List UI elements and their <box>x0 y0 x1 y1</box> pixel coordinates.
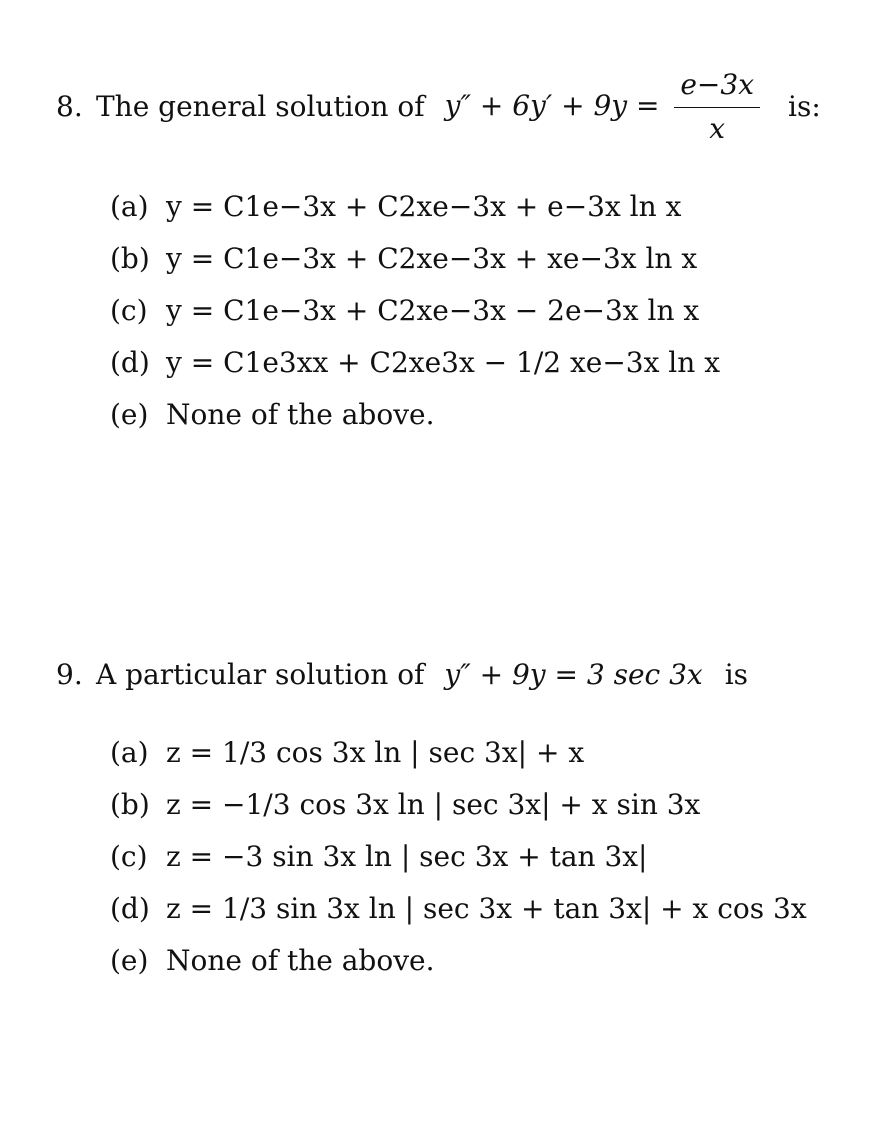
option-expression: y = C1e−3x + C2xe−3x − 2e−3x ln x <box>166 293 700 327</box>
option-a[interactable] <box>110 180 720 232</box>
option-label: (a) <box>110 735 149 769</box>
option-label: (b) <box>110 241 150 275</box>
equation-rhs-fraction <box>674 70 760 145</box>
fraction-numerator: e−3x <box>680 68 754 101</box>
option-label: (d) <box>110 891 150 925</box>
option-expression: z = −3 sin 3x ln | sec 3x + tan 3x| <box>166 839 648 873</box>
option-expression: z = −1/3 cos 3x ln | sec 3x| + x sin 3x <box>166 787 701 821</box>
option-d[interactable] <box>110 336 720 388</box>
answer-options <box>110 180 720 440</box>
problem-statement: A particular solution of <box>96 658 425 691</box>
option-label: (d) <box>110 345 150 379</box>
option-text: None of the above. <box>166 943 435 977</box>
option-text: None of the above. <box>166 397 435 431</box>
option-expression: y = C1e−3x + C2xe−3x + xe−3x ln x <box>166 241 698 275</box>
option-expression: z = 1/3 sin 3x ln | sec 3x + tan 3x| + x cos 3x <box>166 891 807 925</box>
differential-equation: y″ + 9y = 3 sec 3x <box>444 658 703 691</box>
problem-8 <box>56 68 830 431</box>
problem-8-stem <box>56 70 830 145</box>
option-b[interactable] <box>110 778 807 830</box>
option-label: (b) <box>110 787 150 821</box>
problem-number: 9. <box>56 658 83 691</box>
problem-number: 8. <box>56 89 83 123</box>
fraction-denominator: x <box>709 111 726 145</box>
option-label: (e) <box>110 397 149 431</box>
problem-tail: is: <box>788 89 821 123</box>
option-e[interactable] <box>110 934 807 986</box>
option-label: (a) <box>110 189 149 223</box>
option-expression: y = C1e−3x + C2xe−3x + e−3x ln x <box>166 189 682 223</box>
differential-equation <box>445 70 766 145</box>
problem-9-stem <box>56 660 830 691</box>
option-a[interactable] <box>110 726 807 778</box>
option-expression: z = 1/3 cos 3x ln | sec 3x| + x <box>166 735 585 769</box>
option-label: (c) <box>110 293 148 327</box>
option-c[interactable] <box>110 830 807 882</box>
option-c[interactable] <box>110 284 720 336</box>
option-label: (e) <box>110 943 149 977</box>
equation-lhs: y″ + 6y′ + 9y = <box>444 88 660 122</box>
option-d[interactable] <box>110 882 807 934</box>
problem-statement: The general solution of <box>96 89 425 123</box>
answer-options <box>110 726 807 986</box>
option-b[interactable] <box>110 232 720 284</box>
option-label: (c) <box>110 839 148 873</box>
problem-9 <box>56 658 830 977</box>
option-e[interactable] <box>110 388 720 440</box>
problem-tail: is <box>724 658 749 691</box>
option-expression: y = C1e3xx + C2xe3x − 1/2 xe−3x ln x <box>166 345 720 379</box>
